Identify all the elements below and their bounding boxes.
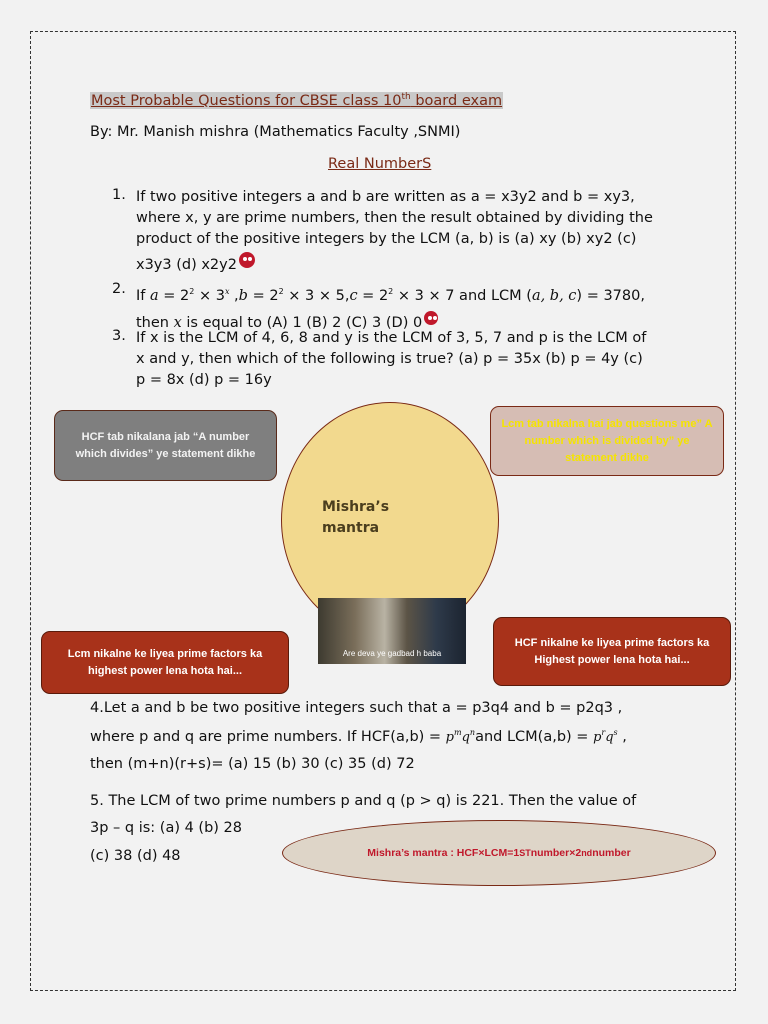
question-5-line-1: 5. The LCM of two prime numbers p and q (p > q) is 221. Then the value of — [90, 793, 637, 809]
question-4-line-1: 4.Let a and b be two positive integers such that a = p3q4 and b = p2q3 , — [90, 700, 623, 716]
hcf-statement-box: HCF tab nikalana jab “A number which divides” ye statement dikhe — [54, 410, 277, 481]
mantra-circle-label: Mishra’s mantra — [322, 499, 390, 536]
hcf-power-box: HCF nikalne ke liyea prime factors ka Highest power lena hota hai... — [493, 617, 731, 686]
mantra-formula-ellipse: Mishra’s mantra : HCF×LCM=1 ST number×2 nd number — [282, 820, 716, 886]
question-3: If x is the LCM of 4, 6, 8 and y is the LCM of 3, 5, 7 and p is the LCM of x and y, then which of the following is true? (a) p = 35x (b) p = 4y (c) p = 8x (d) p = 16y — [136, 330, 647, 388]
question-4-line-2: where p and q are prime numbers. If $HCF(a,b) = p^mq^nand$ $LCM(a,b) = p^rq^s$ , — [90, 728, 627, 745]
sad-face-icon — [239, 252, 255, 268]
question-3-number: 3. — [112, 328, 126, 344]
meme-photo — [318, 598, 466, 664]
lcm-statement-box: Lcm tab nikalna hai jab questions me” A number which is divided by” ye statement dikhe — [490, 406, 724, 476]
lcm-power-box: Lcm nikalne ke liyea prime factors ka highest power lena hota hai... — [41, 631, 289, 694]
question-5-line-3: (c) 38 (d) 48 — [90, 848, 181, 864]
question-1: If two positive integers a and b are written as a = x3y2 and b = xy3, where x, y are prime numbers, then the result obtained by dividing the product of the positive integers by the LCM (a, b) is (a) xy (b) xy2 (c) x3y3 (d) x2y2 — [136, 189, 653, 273]
section-heading: Real NumberS — [328, 156, 432, 172]
byline: By: Mr. Manish mishra (Mathematics Faculty ,SNMI) — [90, 124, 461, 140]
question-1-number: 1. — [112, 187, 126, 203]
meme-caption: Are deva ye gadbad h baba — [342, 649, 442, 658]
question-2: If $a = 2^2 \times 3^x$ $,b = 2^2 \times 3 \times 5,c = 2^2 \times 3 \times 7$ and LCM (a, b, c) = 3780, then x is equal to (A) 1 (B) 2 (C) 3 (D) 0 — [136, 287, 645, 331]
question-2-expression: a — [150, 287, 159, 304]
document-title: Most Probable Questions for CBSE class 10th board exam — [91, 92, 503, 109]
question-2-number: 2. — [112, 281, 126, 297]
sad-face-icon — [424, 311, 438, 325]
question-5-line-2: 3p – q is: (a) 4 (b) 28 — [90, 820, 243, 836]
question-4-line-3: then (m+n)(r+s)= (a) 15 (b) 30 (c) 35 (d) 72 — [90, 756, 415, 772]
